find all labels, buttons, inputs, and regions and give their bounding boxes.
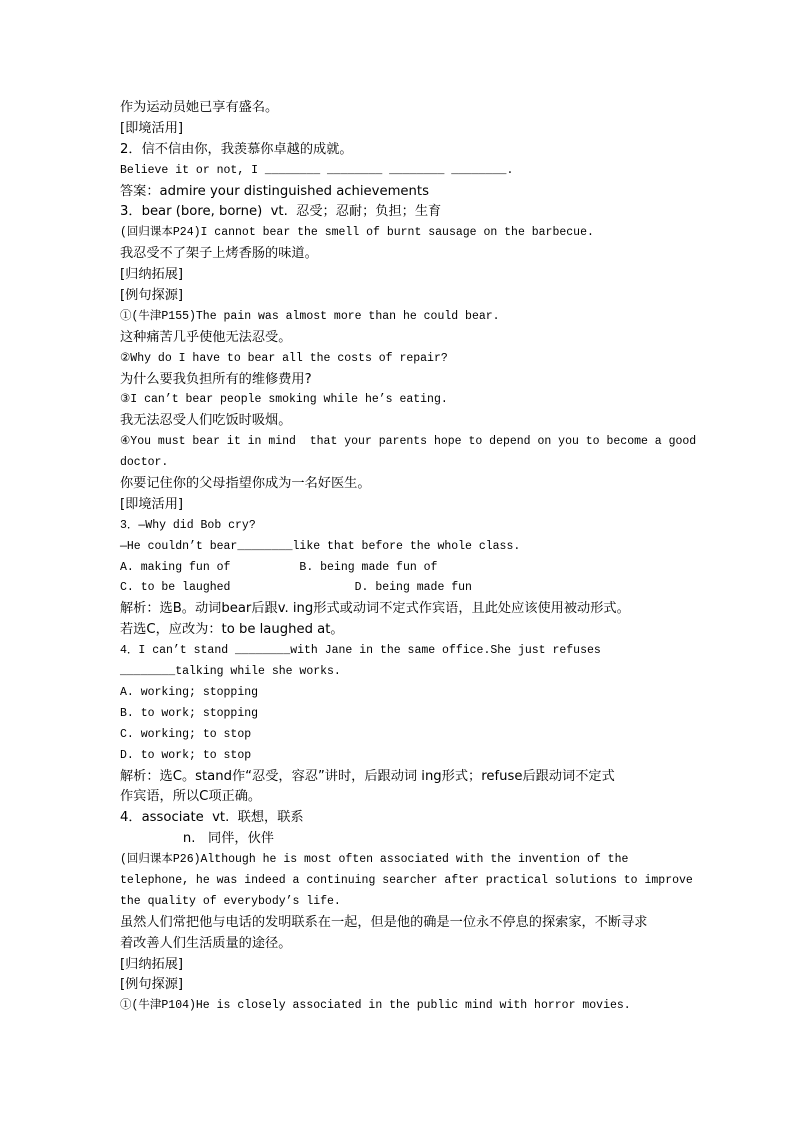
explanation-line: 解析：选B。动词bear后跟v. ing形式或动词不定式作宾语，且此处应该使用被动形式。 — [120, 601, 630, 617]
text-line: 为什么要我负担所有的维修费用? — [120, 371, 312, 387]
text-line: 我忍受不了架子上烤香肠的味道。 — [120, 246, 318, 262]
text-line: (回归课本P26)Although he is most often associated with the invention of the — [120, 853, 629, 867]
explanation-line: 作宾语，所以C项正确。 — [120, 789, 262, 805]
question-line: 3．—Why did Bob cry? — [120, 518, 256, 532]
vocab-entry: n. 同伴，伙伴 — [120, 831, 274, 847]
option-line: D. to work; to stop — [120, 748, 252, 762]
text-line: 这种痛苦几乎使他无法忍受。 — [120, 329, 292, 345]
example-sentence: ①(牛津P104)He is closely associated in the public mind with horror movies. — [120, 999, 631, 1013]
document-page — [120, 98, 720, 1017]
text-line: 我无法忍受人们吃饭时吸烟。 — [120, 413, 292, 429]
text-line: doctor. — [120, 456, 169, 470]
section-heading: [例句探源] — [120, 288, 184, 304]
question-line: 2．信不信由你，我羡慕你卓越的成就。 — [120, 141, 353, 157]
example-sentence: ③I can’t bear people smoking while he’s eating. — [120, 393, 448, 407]
text-line: the quality of everybody’s life. — [120, 894, 341, 908]
question-line: —He couldn’t bear________like that before the whole class. — [120, 539, 521, 553]
section-heading: [即境活用] — [120, 120, 184, 136]
example-sentence: ④You must bear it in mind that your parents hope to depend on you to become a good — [120, 435, 697, 449]
text-line: 作为运动员她已享有盛名。 — [120, 100, 279, 115]
text-line: 你要记住你的父母指望你成为一名好医生。 — [120, 476, 371, 492]
text-line: (回归课本P24)I cannot bear the smell of burnt sausage on the barbecue. — [120, 226, 594, 240]
answer-line: 答案：admire your distinguished achievements — [120, 183, 429, 199]
text-line: 虽然人们常把他与电话的发明联系在一起，但是他的确是一位永不停息的探索家，不断寻求 — [120, 914, 648, 930]
section-heading: [归纳拓展] — [120, 956, 184, 972]
section-heading: [例句探源] — [120, 977, 184, 993]
section-heading: [即境活用] — [120, 496, 184, 512]
text-line: Believe it or not, I ________ ________ ________ ________. — [120, 163, 514, 177]
text-line: 着改善人们生活质量的途径。 — [120, 935, 292, 951]
example-sentence: ②Why do I have to bear all the costs of repair? — [120, 351, 448, 365]
option-line: B. to work; stopping — [120, 706, 259, 720]
question-line: ________talking while she works. — [120, 665, 341, 679]
text-line: telephone, he was indeed a continuing searcher after practical solutions to improve — [120, 873, 693, 887]
option-line: A. working; stopping — [120, 685, 259, 699]
vocab-entry: 3．bear (bore, borne) vt. 忍受；忍耐；负担；生育 — [120, 204, 442, 220]
section-heading: [归纳拓展] — [120, 267, 184, 283]
question-line: 4．I can’t stand ________with Jane in the same office.She just refuses — [120, 644, 601, 658]
option-line: A. making fun of B. being made fun of — [120, 560, 438, 574]
explanation-line: 若选C，应改为：to be laughed at。 — [120, 622, 344, 638]
option-line: C. working; to stop — [120, 727, 252, 741]
vocab-entry: 4．associate vt. 联想，联系 — [120, 810, 304, 826]
option-line: C. to be laughed D. being made fun — [120, 581, 472, 595]
example-sentence: ①(牛津P155)The pain was almost more than he could bear. — [120, 309, 500, 323]
explanation-line: 解析：选C。stand作“忍受，容忍”讲时，后跟动词 ing形式；refuse后跟动词不定式 — [120, 768, 615, 784]
